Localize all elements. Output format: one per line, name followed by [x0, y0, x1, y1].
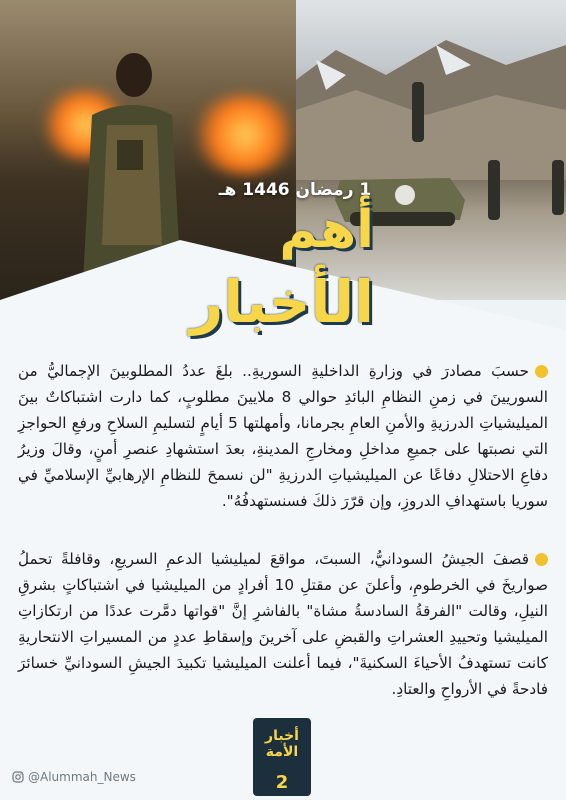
hijri-date: 1 رمضان 1446 هـ — [218, 180, 372, 200]
brand-logo — [253, 718, 311, 796]
news-item — [18, 546, 548, 702]
news-item-text: حسبَ مصادرَ في وزارةِ الداخليةِ السوريةِ.. بلغَ عددُ المطلوبينَ الإجماليُّ من السوريينَ في زمنِ النظامِ البائدِ حوالي 8 ملايينَ مطلوبٍ، كما دارت اشتباكاتٌ بينَ الميليشياتِ الدرزيةِ والأمنِ العامِ بجرمانا، وأمهلتها 5 أيامٍ لتسليمِ السلاحِ ورفعِ الحواجزِ التي نصبتها على جميعِ مداخلِ ومخارجِ المدينةِ، بعدَ استشهادِ عنصرِ أمنٍ، وقالَ وزيرُ دفاعِ الاحتلالِ دفاعًا عن الميليشياتِ الدرزيةِ "لن نسمحَ للنظامِ الإرهابيِّ الإسلاميِّ في سوريا باستهدافِ الدروزِ، وإن قرّرَ ذلكَ فسنستهدفُهُ". — [18, 362, 549, 510]
page-title-line1: أهم — [279, 200, 374, 260]
logo-text: أخبار الأمة — [265, 728, 299, 760]
bullet-icon — [535, 365, 548, 378]
handle-text: @Alummah_News — [28, 770, 136, 784]
instagram-icon — [12, 771, 24, 783]
news-item — [18, 358, 548, 514]
page-number: 2 — [275, 772, 289, 793]
news-item-text: قصفَ الجيشُ السودانيُّ، السبتَ، مواقعَ لميليشيا الدعمِ السريعِ، وقافلةً تحملُ صواريخَ في الخرطومِ، وأعلنَ عن مقتلِ 10 أفرادٍ من الميليشيا في اشتباكاتٍ بشرقِ النيلِ، وقالت "الفرقةُ السادسةُ مشاة" بالفاشرِ إنَّ "قواتها دمَّرت عددًا من ارتكازاتِ الميليشيا وتحييدِ العشراتِ والقبضِ على آخرينَ وإسقاطِ عددٍ من المسيراتِ الانتحاريةِ كانت تستهدفُ الأحياءَ السكنيةَ"، فيما أعلنت الميليشيا تكبيدَ الجيشِ السودانيِّ خسائرَ فادحةً في الأرواحِ والعتادِ. — [18, 550, 549, 698]
social-handle[interactable] — [12, 770, 136, 784]
page-title-line2: الأخبار — [189, 268, 374, 336]
bullet-icon — [535, 553, 548, 566]
